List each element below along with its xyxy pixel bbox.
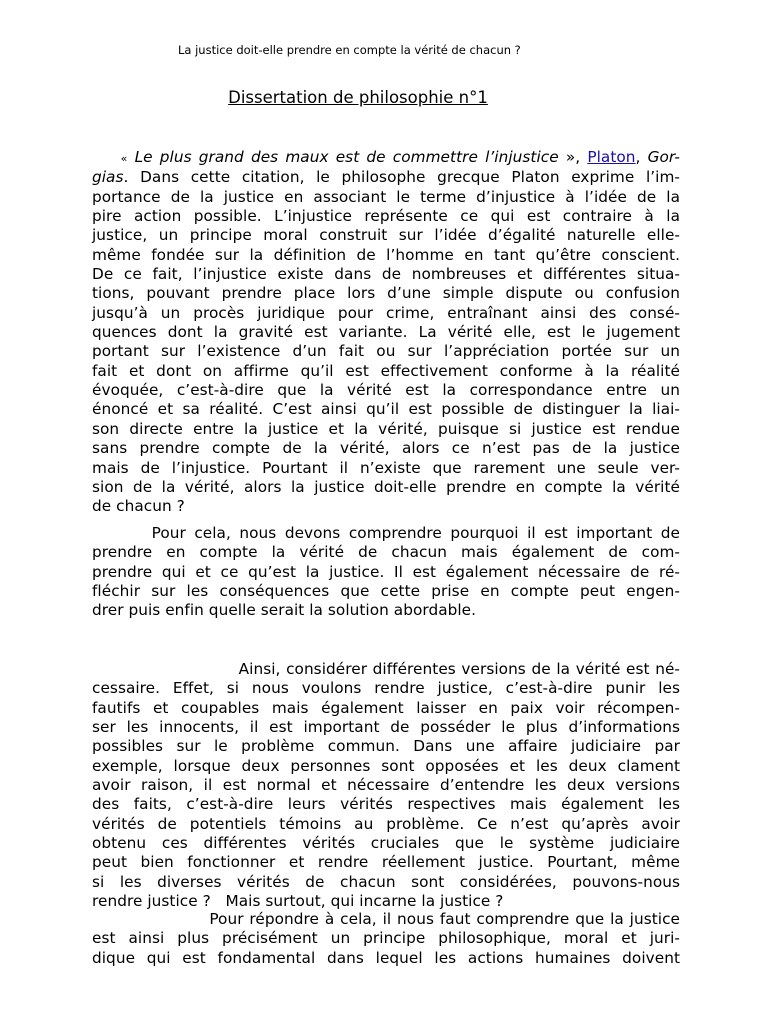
text-line: pire action possible. L’injustice représente ce qui est contraire à la	[92, 207, 680, 226]
document-title: Dissertation de philosophie n°1	[228, 88, 488, 107]
text-line: avoir raison, il est normal et nécessaire d’entendre les deux versions	[92, 776, 680, 795]
text-line: jusqu’à un procès juridique pour crime, entraînant ainsi des consé-	[92, 303, 680, 322]
text-line: peut bien fonctionner et rendre réellement justice. Pourtant, même	[92, 853, 680, 872]
text-line: prendre qui et ce qu’est la justice. Il est également nécessaire de ré-	[92, 562, 680, 581]
platon-quote: Le plus grand des maux est de commettre l’injustice	[127, 148, 566, 166]
text-line: Pour répondre à cela, il nous faut comprendre que la justice	[92, 910, 680, 928]
text-line: tions, pouvant prendre place lors d’une simple dispute ou confusion	[92, 284, 680, 303]
text-line: De ce fait, l’injustice existe dans de nombreuses et différentes situa-	[92, 265, 680, 284]
text-line: ser les innocents, il est important de posséder le plus d’informations	[92, 718, 680, 737]
text-line: fautifs et coupables mais également laisser en paix voir récompen-	[92, 698, 680, 717]
text-line: sans prendre compte de la vérité, alors ce n’est pas de la justice	[92, 439, 680, 458]
text-line: portance de la justice en associant le terme d’injustice à l’idée de la	[92, 187, 680, 206]
text-line: obtenu ces différentes vérités cruciales que le système judiciaire	[92, 834, 680, 853]
text-line: rendre justice ? Mais surtout, qui incarne la justice ?	[92, 892, 504, 911]
text-line: quences dont la gravité est variante. La vérité elle, est le jugement	[92, 323, 680, 342]
text-line: fait et dont on affirme qu’il est effectivement conforme à la réalité	[92, 361, 680, 380]
intro-paragraph	[92, 148, 680, 517]
text-line: fléchir sur les conséquences que cette prise en compte peut engen-	[92, 582, 680, 601]
text-line: Pour cela, nous devons comprendre pourquoi il est important de	[92, 524, 680, 542]
text-line: mais de l’injustice. Pourtant il n’existe que rarement une seule ver-	[92, 458, 680, 477]
text-line: justice, un principe moral construit sur l’idée d’égalité naturelle elle-	[92, 226, 680, 245]
text-line: même fondée sur la définition de l’homme en tant qu’être conscient.	[92, 245, 680, 264]
intro-second-line: gias. Dans cette citation, le philosophe grecque Platon exprime l’im-	[92, 168, 680, 187]
running-header: La justice doit-elle prendre en compte la vérité de chacun ?	[178, 43, 521, 57]
text-line: est ainsi plus précisément un principe philosophique, moral et juri-	[92, 929, 680, 948]
text-line: dique qui est fondamental dans lequel les actions humaines doivent	[92, 948, 680, 967]
part-two-paragraph	[92, 910, 680, 968]
open-quote-mark: «	[120, 152, 128, 165]
text-line: exemple, lorsque deux personnes sont opposées et les deux clament	[92, 756, 680, 775]
platon-link[interactable]: Platon	[587, 148, 636, 166]
text-line: énoncé et sa réalité. C’est ainsi qu’il est possible de distinguer la liai-	[92, 400, 680, 419]
text-line: prendre en compte la vérité de chacun mais également de com-	[92, 543, 680, 562]
part-one-paragraph	[92, 660, 680, 911]
text-line: possibles sur le problème commun. Dans une affaire judiciaire par	[92, 737, 680, 756]
text-line: sion de la vérité, alors la justice doit-elle prendre en compte la vérité	[92, 477, 680, 496]
text-line: Ainsi, considérer différentes versions de la vérité est né-	[92, 660, 680, 678]
text-line: des faits, c’est-à-dire leurs vérités respectives mais également les	[92, 795, 680, 814]
close-quote-mark: »	[565, 148, 576, 166]
plan-paragraph	[92, 524, 680, 621]
text-line: portant sur l’existence d’un fait ou sur l’appréciation portée sur un	[92, 342, 680, 361]
text-line: vérités de potentiels témoins au problème. Ce n’est qu’après avoir	[92, 814, 680, 833]
work-title-part2: gias	[92, 168, 124, 187]
text-line: de chacun ?	[92, 497, 185, 516]
text-line: drer puis enfin quelle serait la solution abordable.	[92, 601, 477, 620]
text-line: cessaire. Effet, si nous voulons rendre justice, c’est-à-dire punir les	[92, 679, 680, 698]
text-line: si les diverses vérités de chacun sont considérées, pouvons-nous	[92, 872, 680, 891]
intro-first-line: « Le plus grand des maux est de commettre l’injustice », Platon, Gor-	[120, 148, 680, 166]
text-line: évoquée, c’est-à-dire que la vérité est la correspondance entre un	[92, 381, 680, 400]
text-line: son directe entre la justice et la vérité, puisque si justice est rendue	[92, 419, 680, 438]
work-title-part1: Gor-	[647, 148, 680, 166]
